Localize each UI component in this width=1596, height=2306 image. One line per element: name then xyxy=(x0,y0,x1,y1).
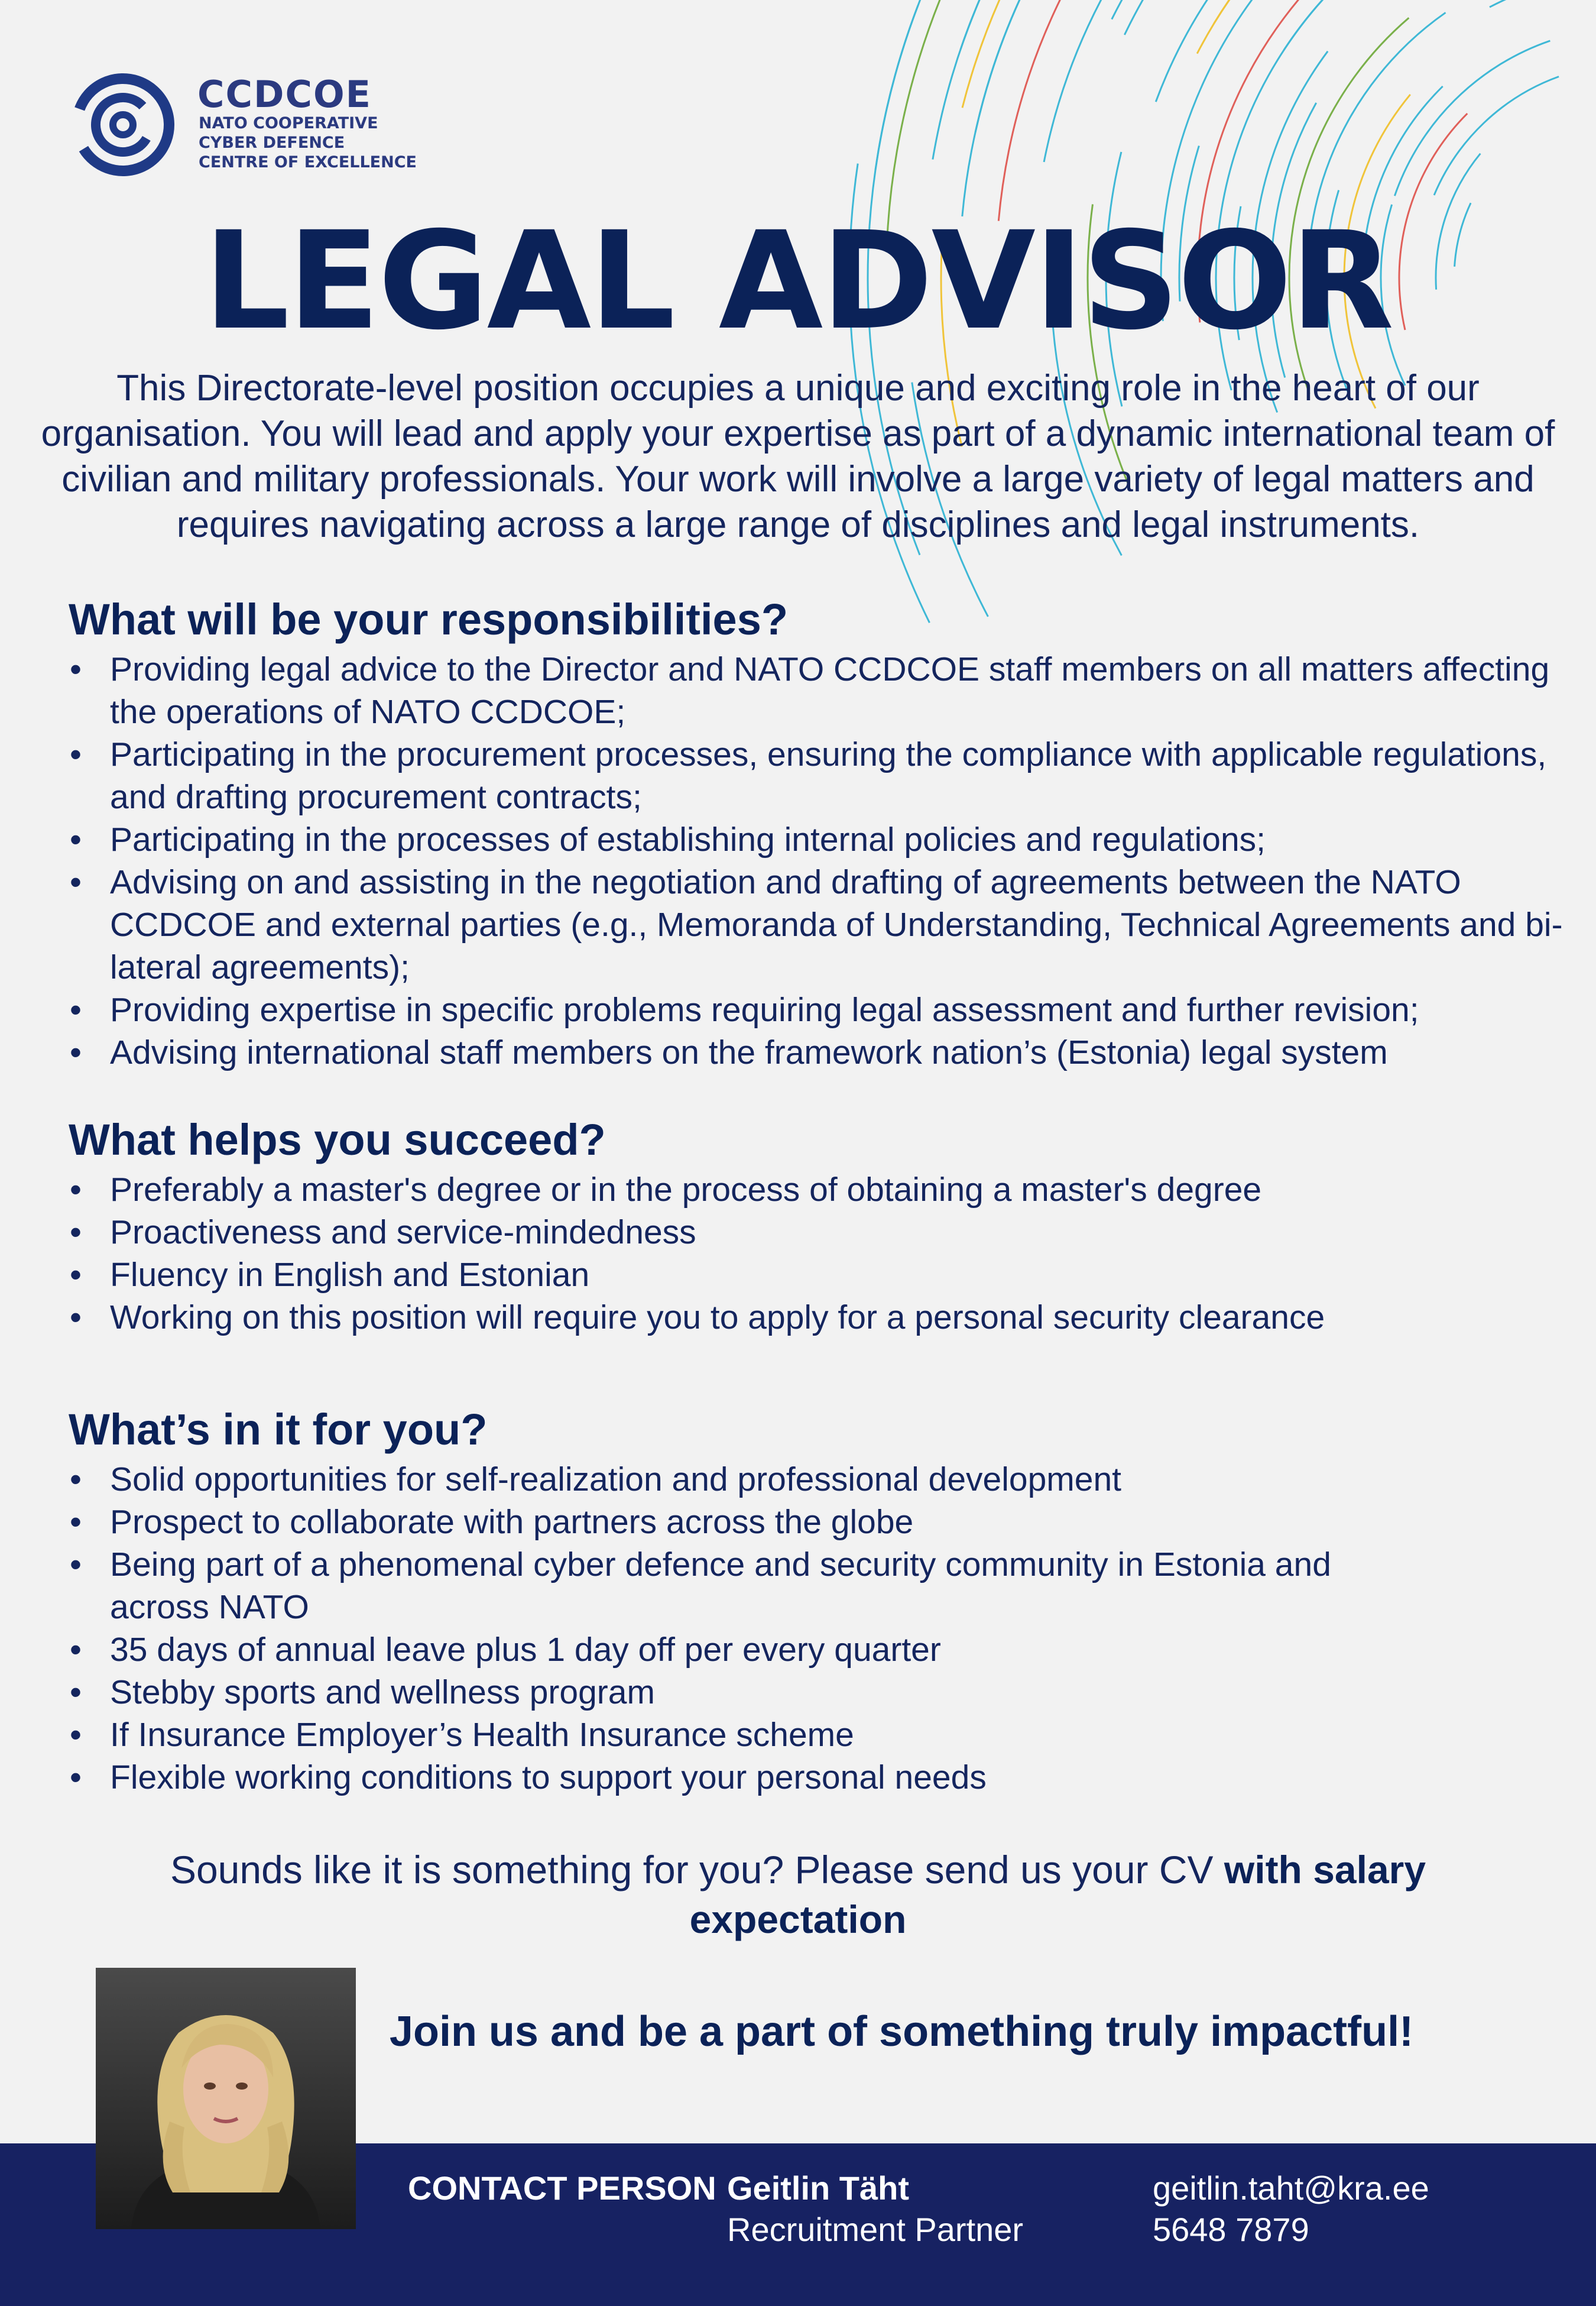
contact-email[interactable]: geitlin.taht@kra.ee xyxy=(1153,2169,1429,2207)
decorative-arc xyxy=(1197,0,1389,54)
decorative-arc xyxy=(1214,0,1493,24)
list-item: • If Insurance Employer’s Health Insurance scheme xyxy=(69,1714,1582,1756)
responsibilities-list xyxy=(69,648,1582,1074)
logo-line-3: CENTRE OF EXCELLENCE xyxy=(199,153,417,171)
logo-line-1: NATO COOPERATIVE xyxy=(199,114,378,132)
contact-label: CONTACT PERSON xyxy=(408,2169,716,2207)
decorative-arc xyxy=(975,0,1414,132)
decorative-arc xyxy=(1490,0,1596,7)
list-item: • Stebby sports and wellness program xyxy=(69,1671,1582,1714)
list-item: • Working on this position will require you to apply for a personal security clearance xyxy=(69,1296,1582,1339)
list-item: • Providing legal advice to the Director and NATO CCDCOE staff members on all matters affecting the operations of NATO CCDCOE; xyxy=(69,648,1582,733)
decorative-arc xyxy=(962,0,1374,108)
succeed-heading: What helps you succeed? xyxy=(69,1115,606,1164)
benefits-heading: What’s in it for you? xyxy=(69,1405,488,1454)
decorative-arc xyxy=(998,0,1177,221)
responsibilities-heading: What will be your responsibilities? xyxy=(69,595,789,644)
list-item: • Providing expertise in specific problems requiring legal assessment and further revision; xyxy=(69,989,1582,1031)
list-item: • Advising on and assisting in the negotiation and drafting of agreements between the NATO CCDCOE and external parties (e.g., Memoranda of Understanding, Technical Agreements and bi-lateral agreements); xyxy=(69,861,1582,989)
list-item: • Advising international staff members on the framework nation’s (Estonia) legal system xyxy=(69,1031,1582,1074)
ccdcoe-logo-mark xyxy=(66,68,184,186)
join-slogan: Join us and be a part of something truly impactful! xyxy=(389,2008,1414,2055)
decorative-arc xyxy=(1284,0,1432,50)
list-item: • Fluency in English and Estonian xyxy=(69,1254,1582,1296)
contact-phone[interactable]: 5648 7879 xyxy=(1153,2211,1309,2248)
decorative-arc xyxy=(961,0,1502,50)
ccdcoe-logo xyxy=(66,68,492,186)
list-item: • Participating in the procurement processes, ensuring the compliance with applicable regulations, and drafting procurement contracts; xyxy=(69,733,1582,818)
decorative-arc xyxy=(1124,0,1596,35)
list-item: • Being part of a phenomenal cyber defence and security community in Estonia and across NATO xyxy=(69,1543,1582,1628)
logo-line-2: CYBER DEFENCE xyxy=(199,134,345,152)
cta-text: Sounds like it is something for you? Please send us your CV xyxy=(170,1848,1224,1892)
intro-paragraph: This Directorate-level position occupies a unique and exciting role in the heart of our organisation. You will lead and apply your expertise as part of a dynamic international team of civilian and military professionals. Your work will involve a large variety of legal matters and requires navigating across a large range of disciplines and legal instruments. xyxy=(41,368,1555,545)
decorative-arc xyxy=(933,0,1417,160)
call-to-action xyxy=(83,1845,1513,1944)
list-item: • Participating in the processes of establishing internal policies and regulations; xyxy=(69,818,1582,861)
contact-photo xyxy=(96,1968,356,2229)
contact-name: Geitlin Täht xyxy=(727,2169,909,2207)
contact-role: Recruitment Partner xyxy=(727,2211,1024,2248)
list-item: • Prospect to collaborate with partners across the globe xyxy=(69,1501,1582,1543)
cta-bold-text: with salary expectation xyxy=(689,1848,1426,1941)
succeed-list xyxy=(69,1168,1582,1339)
decorative-arc xyxy=(1394,41,1550,196)
list-item: • Solid opportunities for self-realization and professional development xyxy=(69,1458,1582,1501)
decorative-arc xyxy=(875,0,1034,170)
list-item: • 35 days of annual leave plus 1 day off per every quarter xyxy=(69,1628,1582,1671)
benefits-list xyxy=(69,1458,1582,1799)
list-item: • Flexible working conditions to support your personal needs xyxy=(69,1756,1582,1799)
decorative-arc xyxy=(1434,77,1559,196)
decorative-arc xyxy=(1156,0,1378,102)
decorative-arc xyxy=(962,0,1165,216)
decorative-arc xyxy=(1044,0,1394,162)
page-title: LEGAL ADVISOR xyxy=(203,202,1393,359)
list-item: • Proactiveness and service-mindedness xyxy=(69,1211,1582,1254)
decorative-arc xyxy=(1112,0,1284,20)
list-item: • Preferably a master's degree or in the process of obtaining a master's degree xyxy=(69,1168,1582,1211)
logo-acronym: CCDCOE xyxy=(197,73,372,116)
